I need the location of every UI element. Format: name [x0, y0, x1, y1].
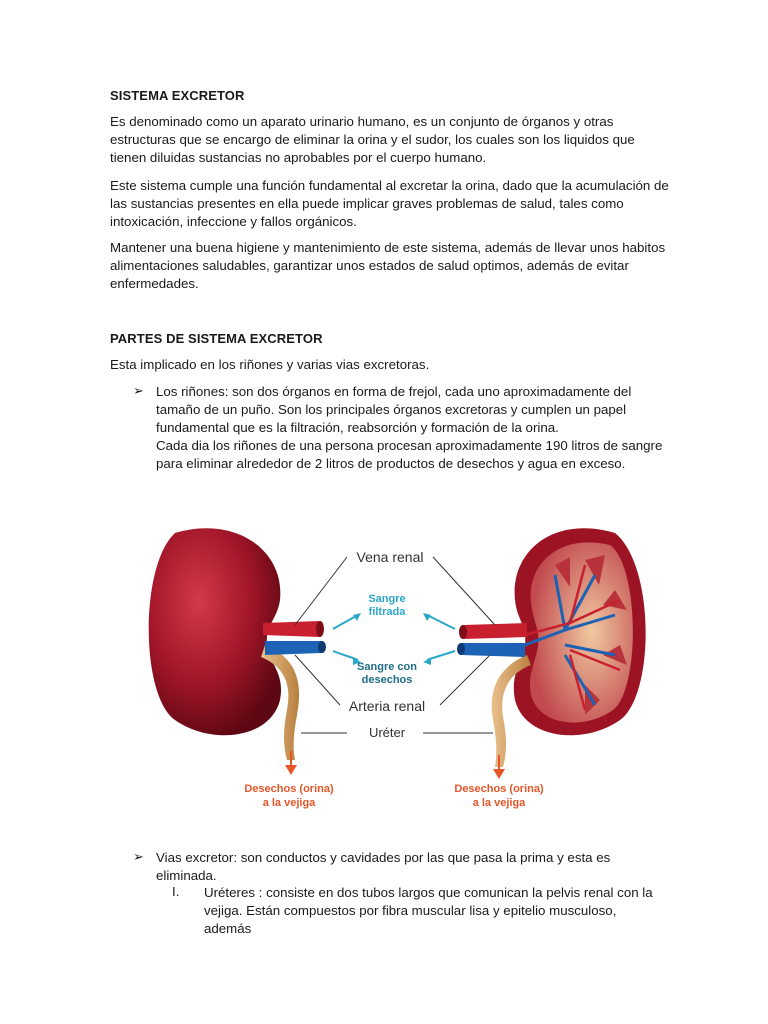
label-desechos-left-1: Desechos (orina)	[244, 783, 334, 795]
label-arteria-renal: Arteria renal	[348, 698, 426, 714]
paragraph-implicado: Esta implicado en los riñones y varias vias excretoras.	[110, 357, 430, 372]
bullet-rinones-cont: Cada dia los riñones de una persona procesan aproximadamente 190 litros de sangre para eliminar alrededor de 2 litros de productos de desechos y agua en exceso.	[156, 438, 663, 471]
paragraph-function: Este sistema cumple una función fundamental al excretar la orina, dado que la acumulación de las sustancias presentes en ella puede implicar graves problemas de salud, tales como intoxicación, infeccione y fallos orgánicos.	[110, 178, 669, 229]
label-desechos-right-1: Desechos (orina)	[454, 783, 544, 795]
label-sangre-filtrada-1: Sangre	[368, 593, 406, 605]
bullet-vias-excretor: Vias excretor: son conductos y cavidades por las que pasa la prima y esta es eliminada.	[156, 850, 611, 883]
kidney-right-icon	[457, 528, 646, 767]
label-desechos-right-2: a la vejiga	[472, 797, 526, 809]
item-ureteres: Uréteres : consiste en dos tubos largos que comunican la pelvis renal con la vejiga. Están compuestos por fibra muscular lisa y epitelio musculoso, además	[204, 885, 653, 936]
kidney-diagram	[115, 505, 678, 835]
paragraph-definition: Es denominado como un aparato urinario humano, es un conjunto de órganos y otras estructuras que se encargo de eliminar la orina y el sudor, los cuales son los liquidos que tienen diluidas sustancias no aprobables por el cuerpo humano.	[110, 114, 635, 165]
bullet-rinones: Los riñones: son dos órganos en forma de frejol, cada uno aproximadamente del tamaño de un puño. Son los principales órganos excretoras y cumplen un papel fundamental que es la filtración, reabsorción y formación de la orina.	[156, 384, 632, 435]
bullet-arrow-icon: ➢	[133, 849, 144, 864]
paragraph-hygiene: Mantener una buena higiene y mantenimiento de este sistema, además de llevar unos habitos alimentaciones saludables, garantizar unos estados de salud optimos, además de evitar enfermedades.	[110, 240, 666, 291]
label-sangre-filtrada-2: filtrada	[368, 606, 406, 618]
bullet-arrow-icon: ➢	[133, 383, 144, 398]
kidney-left-icon	[149, 528, 326, 760]
label-vena-renal: Vena renal	[356, 549, 424, 565]
label-sangre-desechos-2: desechos	[361, 674, 413, 686]
roman-marker-i: I.	[172, 884, 180, 899]
heading-sistema-excretor: SISTEMA EXCRETOR	[110, 88, 245, 103]
label-sangre-desechos-1: Sangre con	[357, 661, 417, 673]
label-desechos-left-2: a la vejiga	[262, 797, 316, 809]
heading-partes: PARTES DE SISTEMA EXCRETOR	[110, 331, 323, 346]
label-ureter: Uréter	[368, 725, 406, 740]
